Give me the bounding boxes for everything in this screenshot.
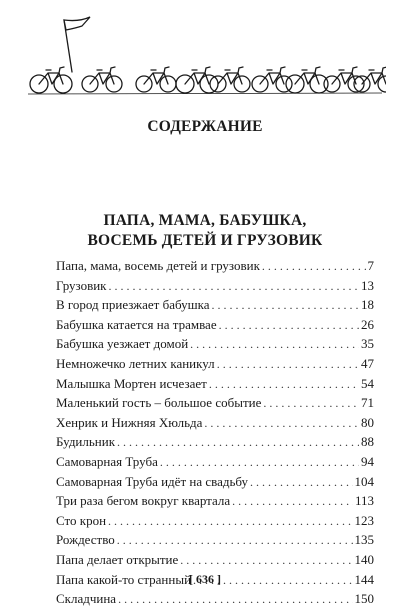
toc-dot-leader <box>219 318 359 333</box>
toc-entry-title: Три раза бегом вокруг квартала <box>56 493 231 509</box>
toc-entry <box>56 376 374 396</box>
toc-entry-title: Бабушка катается на трамвае <box>56 316 217 332</box>
section-title-line-1: ПАПА, МАМА, БАБУШКА, <box>103 212 307 229</box>
toc-entry <box>56 297 374 317</box>
toc-entry-page: 18 <box>361 297 374 313</box>
bicycle-icon <box>210 67 250 92</box>
toc-entry-page: 144 <box>354 571 374 587</box>
toc-entry-page: 88 <box>361 434 374 450</box>
toc-dot-leader <box>108 514 352 529</box>
toc-dot-leader <box>232 494 353 509</box>
toc-entry-title: Бабушка уезжает домой <box>56 336 189 352</box>
toc-dot-leader <box>204 416 359 431</box>
bicycle-icon <box>252 67 292 92</box>
toc-entry <box>56 356 374 376</box>
toc-entry-page: 35 <box>361 336 374 352</box>
toc-entry-title: Папа какой-то странный <box>56 571 192 587</box>
toc-entry-title: Грузовик <box>56 277 107 293</box>
toc-entry <box>56 336 374 356</box>
bicycle-icon <box>30 67 72 93</box>
toc-entry-page: 54 <box>361 375 374 391</box>
toc-entry <box>56 395 374 415</box>
toc-entry-page: 13 <box>361 277 374 293</box>
table-of-contents <box>56 258 374 611</box>
toc-entry-page: 80 <box>361 414 374 430</box>
toc-entry <box>56 493 374 513</box>
toc-entry-page: 47 <box>361 355 374 371</box>
toc-dot-leader <box>250 475 352 490</box>
toc-dot-leader <box>217 357 359 372</box>
toc-entry-page: 26 <box>361 316 374 332</box>
toc-entry <box>56 434 374 454</box>
toc-entry-title: Самоварная Труба идёт на свадьбу <box>56 473 249 489</box>
toc-dot-leader <box>117 533 353 548</box>
toc-entry-page: 113 <box>354 493 374 509</box>
toc-dot-leader <box>212 298 359 313</box>
toc-dot-leader <box>109 279 360 294</box>
toc-entry-page: 123 <box>354 512 374 528</box>
toc-dot-leader <box>190 337 359 352</box>
toc-entry <box>56 552 374 572</box>
toc-entry-title: Рождество <box>56 532 115 548</box>
toc-entry <box>56 513 374 533</box>
bicycle-icon <box>324 67 364 92</box>
bicycle-icon <box>354 67 386 92</box>
toc-dot-leader <box>180 553 352 568</box>
toc-entry-page: 71 <box>361 395 374 411</box>
toc-entry-page: 150 <box>354 591 374 607</box>
bicycles-illustration <box>24 14 386 104</box>
bicycle-icon <box>82 67 122 92</box>
toc-entry <box>56 317 374 337</box>
bicycle-icon <box>136 67 176 92</box>
toc-entry <box>56 591 374 611</box>
toc-entry-title: В город приезжает бабушка <box>56 297 210 313</box>
section-title <box>0 211 410 251</box>
section-title-line-2: ВОСЕМЬ ДЕТЕЙ И ГРУЗОВИК <box>87 232 323 249</box>
toc-entry-page: 94 <box>361 453 374 469</box>
toc-entry <box>56 532 374 552</box>
toc-entry <box>56 415 374 435</box>
toc-entry-title: Сто крон <box>56 512 107 528</box>
toc-dot-leader <box>209 377 359 392</box>
toc-entry <box>56 474 374 494</box>
toc-entry-title: Самоварная Труба <box>56 453 158 469</box>
toc-entry <box>56 454 374 474</box>
toc-dot-leader <box>160 455 359 470</box>
contents-title: СОДЕРЖАНИЕ <box>147 118 263 135</box>
toc-entry-title: Папа делает открытие <box>56 551 179 567</box>
toc-dot-leader <box>117 435 359 450</box>
toc-entry-page: 140 <box>354 551 374 567</box>
toc-entry-title: Немножечко летних каникул <box>56 355 215 371</box>
bicycle-icon <box>286 67 328 93</box>
toc-entry-page: 7 <box>367 258 374 273</box>
toc-entry-title: Складчина <box>56 591 117 607</box>
toc-entry-title: Будильник <box>56 434 116 450</box>
page-number: [ 636 ] <box>189 572 221 586</box>
toc-entry-title: Малышка Мортен исчезает <box>56 375 207 391</box>
toc-entry <box>56 258 374 278</box>
toc-entry <box>56 278 374 298</box>
toc-entry-page: 104 <box>354 473 374 489</box>
toc-entry-page: 135 <box>354 532 374 548</box>
toc-entry-title: Папа, мама, восемь детей и грузовик <box>56 258 260 273</box>
toc-entry-title: Хенрик и Нижняя Хюльда <box>56 414 203 430</box>
toc-dot-leader <box>263 396 359 411</box>
toc-dot-leader <box>262 259 366 274</box>
toc-entry-title: Маленький гость – большое событие <box>56 395 262 411</box>
